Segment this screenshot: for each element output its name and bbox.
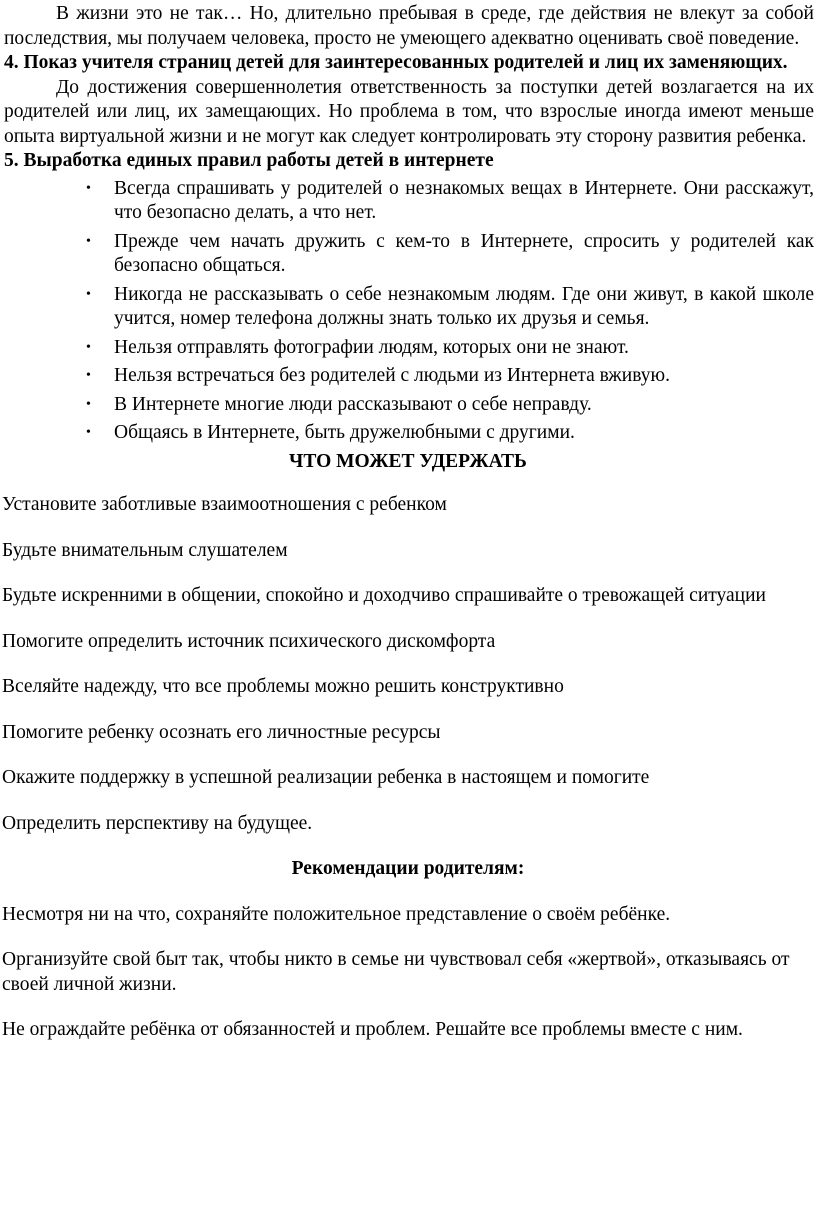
list-item bbox=[0, 177, 816, 226]
list-item-text: Всегда спрашивать у родителей о незнакомых вещах в Интернете. Они расскажут, что безопасно делать, а что нет. bbox=[114, 177, 814, 223]
what-helps-item: Помогите определить источник психического дискомфорта bbox=[2, 630, 496, 652]
what-helps-item: Окажите поддержку в успешной реализации ребенка в настоящем и помогите bbox=[2, 767, 650, 788]
recommendation-item: Несмотря ни на что, сохраняйте положительное представление о своём ребёнке. bbox=[2, 903, 671, 925]
recommendation-item: Организуйте свой быт так, чтобы никто в семье ни чувствовал себя «жертвой», отказываясь от своей личной жизни. bbox=[2, 949, 790, 995]
list-item-text: Нельзя отправлять фотографии людям, которых они не знают. bbox=[114, 336, 629, 358]
what-helps-title: ЧТО МОЖЕТ УДЕРЖАТЬ bbox=[289, 450, 527, 472]
bullet-icon: • bbox=[86, 368, 91, 383]
list-item-text: Никогда не рассказывать о себе незнакомым людям. Где они живут, в какой школе учится, номер телефона должны знать только их друзья и семья. bbox=[114, 283, 814, 329]
bullet-icon: • bbox=[86, 286, 91, 302]
section4-paragraph: До достижения совершеннолетия ответственность за поступки детей возлагается на их родителей или лиц, их замещающих. Но проблема в том, что взрослые иногда имеют меньше опыта виртуальной жизни и не могут как следует контролировать эту сторону развития ребенка. bbox=[4, 76, 814, 147]
list-item bbox=[0, 230, 816, 279]
what-helps-item: Установите заботливые взаимоотношения с ребенком bbox=[2, 494, 447, 515]
list-item-text: Общаясь в Интернете, быть дружелюбными с другими. bbox=[114, 422, 575, 443]
intro-paragraph: В жизни это не так… Но, длительно пребывая в среде, где действия не влекут за собой последствия, мы получаем человека, просто не умеющего адекватно оценивать своё поведение. bbox=[4, 3, 814, 49]
list-item bbox=[0, 421, 816, 446]
bullet-icon: • bbox=[86, 339, 91, 355]
list-item-text: Прежде чем начать дружить с кем-то в Интернете, спросить у родителей как безопасно общаться. bbox=[114, 230, 814, 276]
list-item-text: Нельзя встречаться без родителей с людьми из Интернета вживую. bbox=[114, 365, 670, 386]
bullet-icon: • bbox=[86, 233, 91, 249]
what-helps-item: Вселяйте надежду, что все проблемы можно решить конструктивно bbox=[2, 676, 564, 697]
what-helps-item: Определить перспективу на будущее. bbox=[2, 812, 313, 834]
list-item bbox=[0, 393, 816, 418]
what-helps-item: Будьте искренними в общении, спокойно и доходчиво спрашивайте о тревожащей ситуации bbox=[2, 585, 766, 606]
rules-list bbox=[0, 177, 816, 446]
list-item bbox=[0, 364, 816, 389]
list-item bbox=[0, 283, 816, 332]
recommendation-item: Не ограждайте ребёнка от обязанностей и проблем. Решайте все проблемы вместе с ним. bbox=[2, 1019, 743, 1040]
section5-heading: 5. Выработка единых правил работы детей в интернете bbox=[4, 150, 494, 171]
what-helps-item: Будьте внимательным слушателем bbox=[2, 539, 288, 561]
bullet-icon: • bbox=[86, 396, 91, 412]
list-item-text: В Интернете многие люди рассказывают о себе неправду. bbox=[114, 393, 592, 415]
section4-heading: 4. Показ учителя страниц детей для заинтересованных родителей и лиц их заменяющих. bbox=[4, 52, 788, 73]
what-helps-item: Помогите ребенку осознать его личностные ресурсы bbox=[2, 721, 441, 743]
parent-recommendations-title: Рекомендации родителям: bbox=[291, 858, 525, 879]
bullet-icon: • bbox=[86, 180, 91, 196]
bullet-icon: • bbox=[86, 425, 91, 440]
list-item bbox=[0, 336, 816, 361]
